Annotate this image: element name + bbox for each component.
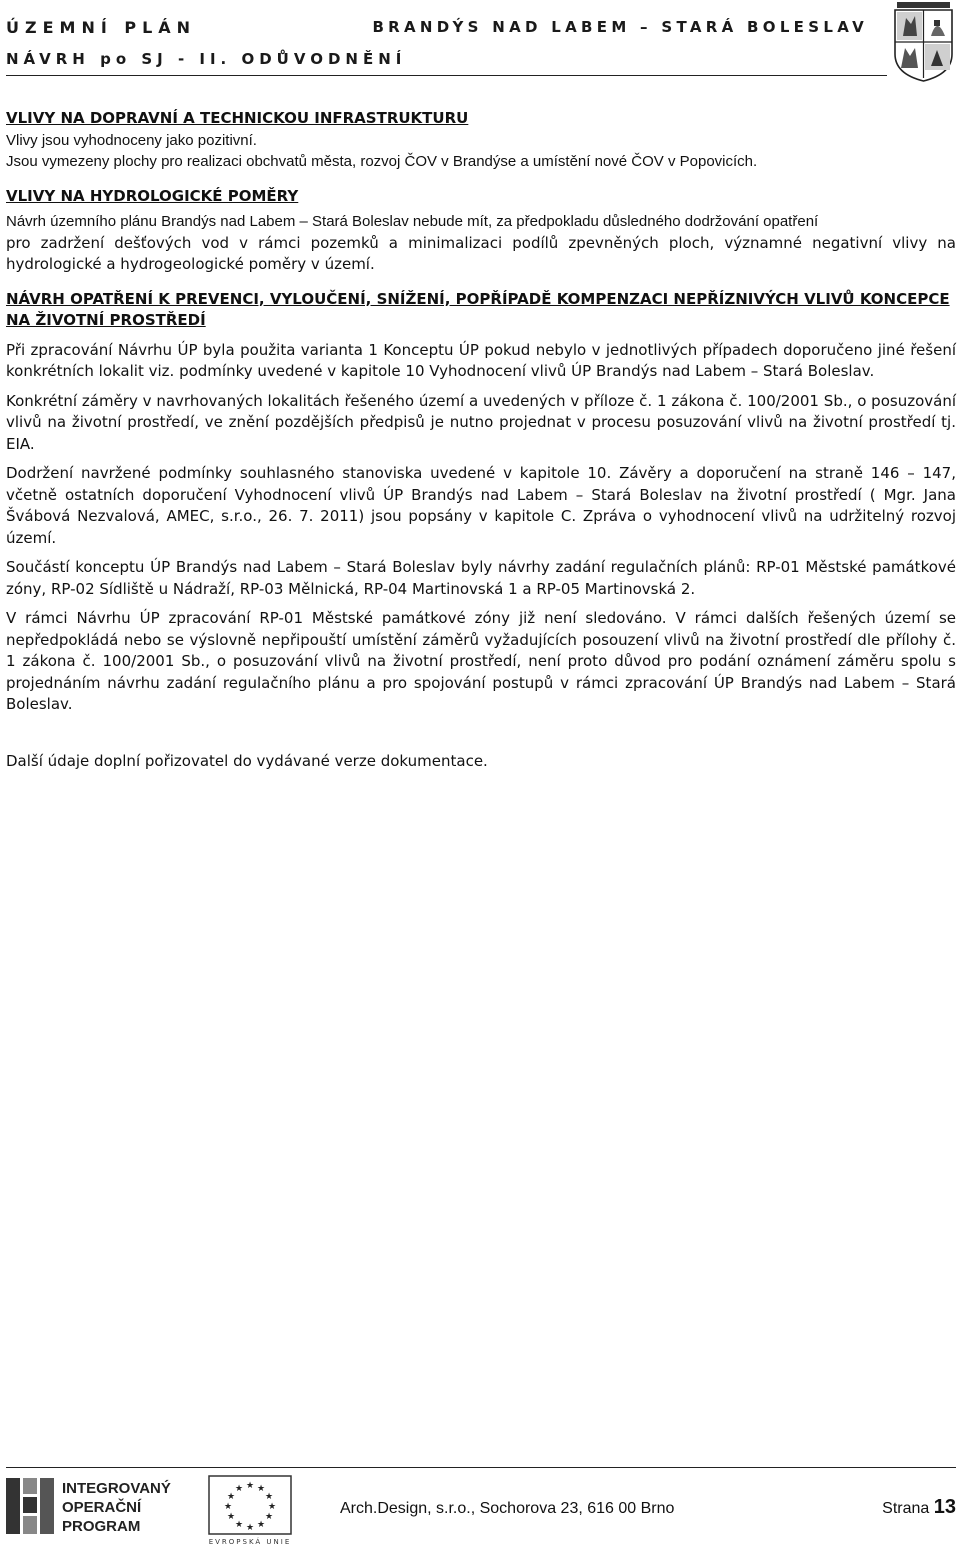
- heading-hydrology: VLIVY NA HYDROLOGICKÉ POMĚRY: [6, 186, 299, 205]
- svg-text:★: ★: [256, 1484, 266, 1494]
- svg-text:★: ★: [234, 1484, 244, 1494]
- heading-mitigation-measures: NÁVRH OPATŘENÍ K PREVENCI, VYLOUČENÍ, SNÍŽENÍ, POPŘÍPADĚ KOMPENZACI NEPŘÍZNIVÝCH VLIVŮ KONCEPCE NA ŽIVOTNÍ PROSTŘEDÍ: [6, 289, 950, 329]
- paragraph-impacts-positive: Vlivy jsou vyhodnoceny jako pozitivní.: [6, 131, 257, 149]
- header-town-title: BRANDÝS NAD LABEM – STARÁ BOLESLAV: [372, 18, 868, 36]
- paragraph-bypass-areas: Jsou vymezeny plochy pro realizaci obchvatů města, rozvoj ČOV v Brandýse a umístění nové ČOV v Popovicích.: [6, 153, 758, 170]
- paragraph-regulation-plans: Součástí konceptu ÚP Brandýs nad Labem – Stará Boleslav byly návrhy zadání regulačních plánů: RP-01 Městské památkové zóny, RP-02 Sídliště u Nádraží, RP-03 Mělnická, RP-04 Martinovská 1 a RP-05 Martinovská 2.: [6, 558, 956, 598]
- page-number-value: 13: [933, 1496, 956, 1518]
- footer-divider: [6, 1467, 956, 1468]
- paragraph-eia-requirement: Konkrétní záměry v navrhovaných lokalitách řešeného území a uvedených v příloze č. 1 zákona č. 100/2001 Sb., o posuzování vlivů na životní prostředí, ve znění pozdějších předpisů je nutno projednat v procesu posuzování vlivů na životní prostředí tj. EIA.: [6, 391, 956, 453]
- svg-text:★: ★: [264, 1492, 274, 1502]
- document-body: [6, 108, 956, 772]
- page-number: [882, 1496, 956, 1519]
- svg-text:★: ★: [264, 1512, 274, 1522]
- eu-flag-logo: [205, 1474, 295, 1546]
- svg-text:★: ★: [245, 1523, 255, 1533]
- svg-text:★: ★: [223, 1502, 233, 1512]
- iop-logo-line2: OPERAČNÍ: [62, 1499, 142, 1516]
- svg-text:★: ★: [226, 1492, 236, 1502]
- header-document-type: ÚZEMNÍ PLÁN: [6, 18, 197, 37]
- header-divider: [6, 75, 887, 76]
- paragraph-conditions: Dodržení navržené podmínky souhlasného stanoviska uvedené v kapitole 10. Závěry a doporučení na straně 146 – 147, včetně ostatních doporučení Vyhodnocení vlivů ÚP Brandýs nad Labem – Stará Boleslav na životní prostředí ( Mgr. Jana Švábová Nezvalová, AMEC, s.r.o., 26. 7. 2011) jsou popsány v kapitole C. Zpráva o vyhodnocení vlivů na udržitelný rozvoj území.: [6, 464, 956, 547]
- page-label: Strana: [882, 1500, 930, 1517]
- header-document-part: NÁVRH po SJ - II. ODŮVODNĚNÍ: [6, 50, 407, 68]
- paragraph-hydrology-intro: Návrh územního plánu Brandýs nad Labem – Stará Boleslav nebude mít, za předpokladu důsledného dodržování opatření: [6, 213, 819, 230]
- iop-logo-line1: INTEGROVANÝ: [62, 1480, 171, 1497]
- paragraph-hydrology-rest: pro zadržení dešťových vod v rámci pozemků a minimalizaci podílů zpevněných ploch, významné negativní vlivy na hydrologické a hydrogeologické poměry v území.: [6, 233, 956, 273]
- iop-logo-line3: PROGRAM: [62, 1518, 141, 1535]
- paragraph-rp01-status: V rámci Návrhu ÚP zpracování RP-01 Městské památkové zóny již není sledováno. V rámci dalších řešených území se nepředpokládá nebo se výslovně nepřipouští umístění záměrů vyžadujících posouzení vlivů na životní prostředí dle přílohy č. 1 zákona č. 100/2001 Sb., o posuzování vlivů na životní prostředí, není proto důvod pro podání oznámení záměru spolu s projednáním návrhu zadání regulačního plánu a pro spojování postupů v rámci zpracování ÚP Brandýs nad Labem – Stará Boleslav.: [6, 609, 956, 713]
- page-header: [0, 0, 960, 90]
- svg-text:★: ★: [267, 1502, 277, 1512]
- svg-text:★: ★: [256, 1520, 266, 1530]
- paragraph-variant-used: Při zpracování Návrhu ÚP byla použita varianta 1 Konceptu ÚP pokud nebylo v jednotlivých případech doporučeno jiné řešení konkrétních lokalit viz. podmínky uvedené v kapitole 10 Vyhodnocení vlivů ÚP Brandýs nad Labem – Stará Boleslav.: [6, 340, 956, 380]
- paragraph-further-data: Další údaje doplní pořizovatel do vydávané verze dokumentace.: [6, 751, 488, 770]
- iop-logo: [6, 1474, 196, 1538]
- svg-text:★: ★: [245, 1481, 255, 1491]
- coat-of-arms-icon: [891, 2, 956, 82]
- footer-address: Arch.Design, s.r.o., Sochorova 23, 616 00 Brno: [340, 1500, 675, 1517]
- svg-text:★: ★: [234, 1520, 244, 1530]
- heading-transport-infrastructure: VLIVY NA DOPRAVNÍ A TECHNICKOU INFRASTRUKTURU: [6, 109, 469, 127]
- svg-text:★: ★: [226, 1512, 236, 1522]
- eu-label: EVROPSKÁ UNIE: [208, 1538, 292, 1546]
